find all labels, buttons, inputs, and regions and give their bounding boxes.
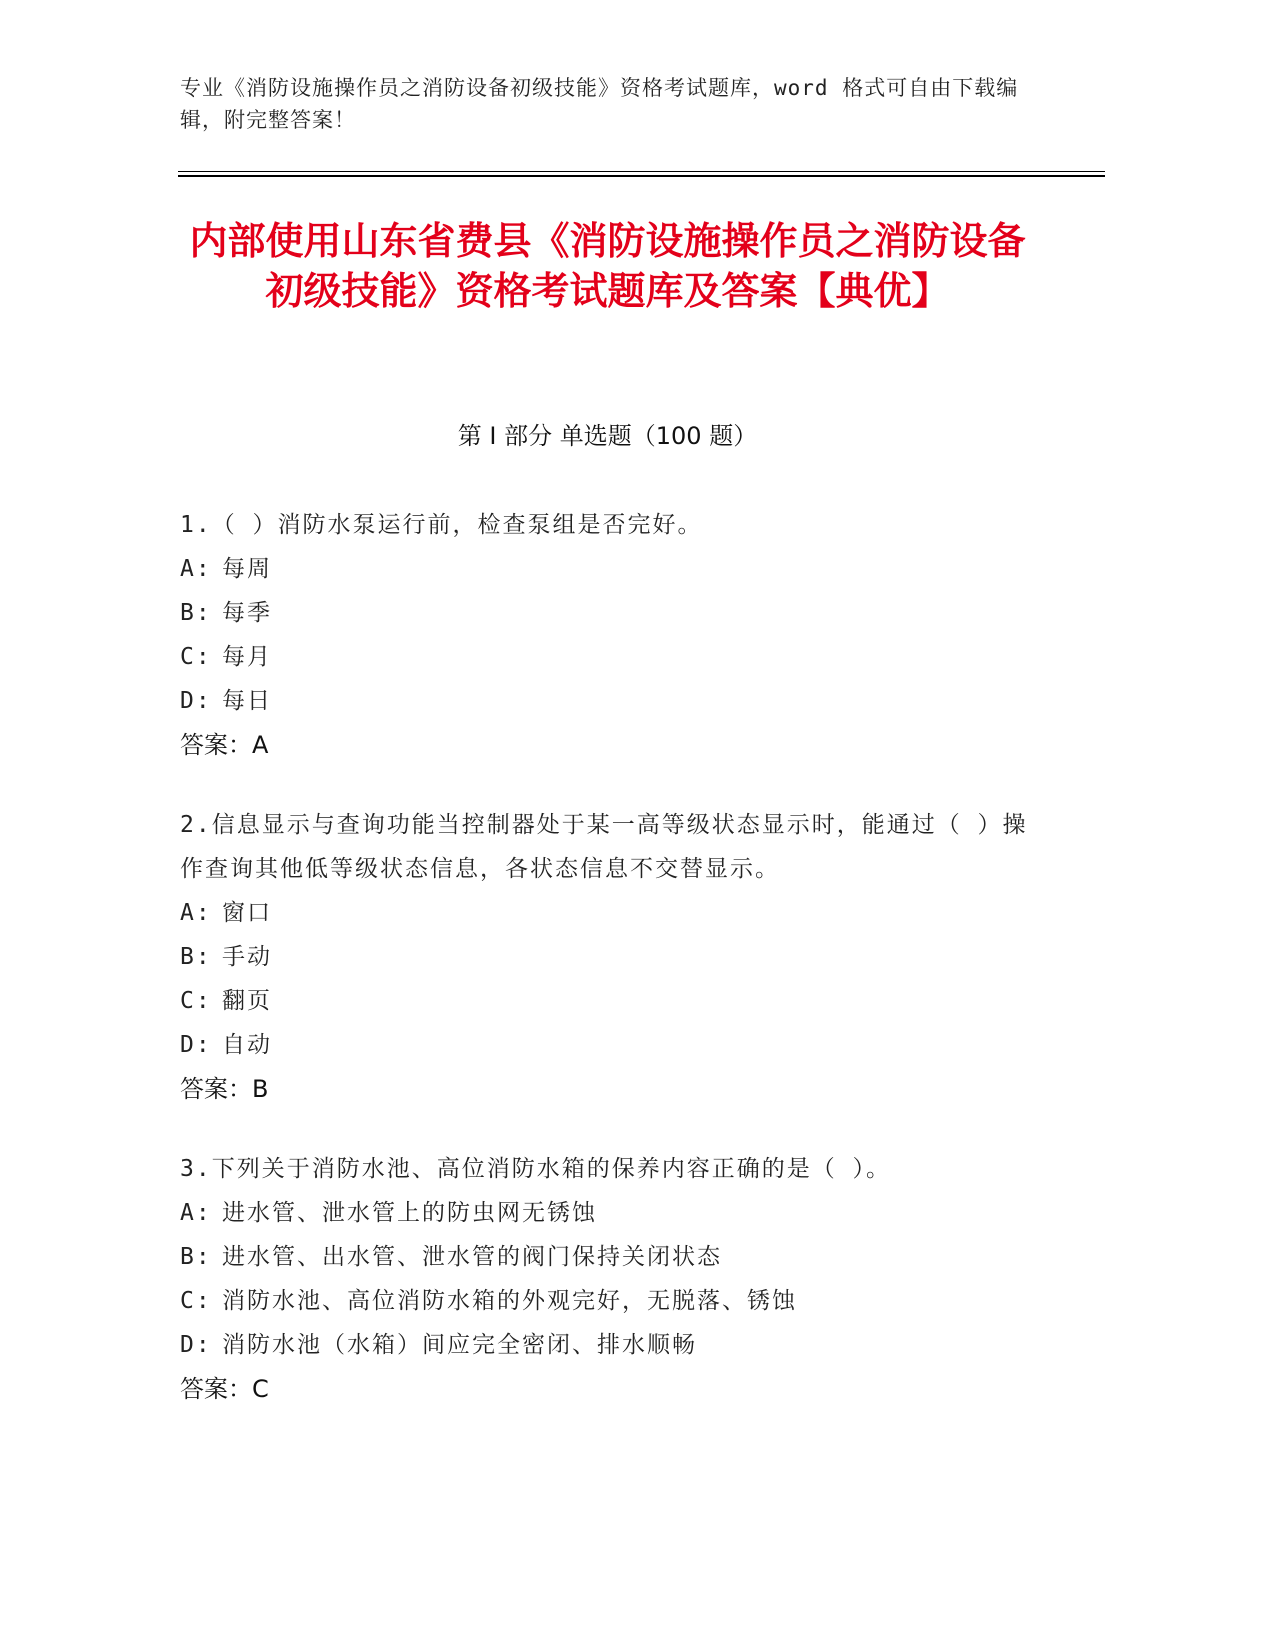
header-rule-thick xyxy=(178,175,1105,177)
option-key: B: xyxy=(180,600,212,626)
answer-line xyxy=(180,1067,1040,1111)
option-text: 消防水池、高位消防水箱的外观完好，无脱落、锈蚀 xyxy=(222,1288,797,1314)
document-title: 内部使用山东省费县《消防设施操作员之消防设备初级技能》资格考试题库及答案【典优】 xyxy=(189,219,1026,313)
header-rule-thin xyxy=(178,171,1105,172)
answer-label: 答案： xyxy=(180,731,252,759)
option-key: D: xyxy=(180,1332,212,1358)
question-stem: 3.下列关于消防水池、高位消防水箱的保养内容正确的是（ ）。 xyxy=(180,1156,892,1182)
question-stem: 1.（ ）消防水泵运行前，检查泵组是否完好。 xyxy=(180,512,703,538)
option-b xyxy=(180,591,1040,635)
question-stem: 2.信息显示与查询功能当控制器处于某一高等级状态显示时，能通过（ ）操作查询其他低等级状态信息，各状态信息不交替显示。 xyxy=(180,812,1028,882)
answer-line xyxy=(180,723,1040,767)
option-text: 自动 xyxy=(222,1032,272,1058)
question-2 xyxy=(180,803,1040,1111)
option-key: B: xyxy=(180,944,212,970)
option-key: C: xyxy=(180,988,212,1014)
question-1 xyxy=(180,503,1040,767)
answer-label: 答案： xyxy=(180,1075,252,1103)
option-b xyxy=(180,935,1040,979)
answer-value: A xyxy=(252,731,269,759)
option-key: B: xyxy=(180,1244,212,1270)
option-key: C: xyxy=(180,644,212,670)
answer-value: C xyxy=(252,1375,269,1403)
answer-line xyxy=(180,1367,1040,1411)
option-key: A: xyxy=(180,556,212,582)
option-key: D: xyxy=(180,1032,212,1058)
section-heading: 第 I 部分 单选题（100 题） xyxy=(457,422,758,450)
option-key: A: xyxy=(180,900,212,926)
question-list xyxy=(180,503,1040,1447)
option-d xyxy=(180,679,1040,723)
option-b xyxy=(180,1235,1040,1279)
option-a xyxy=(180,1191,1040,1235)
option-text: 每日 xyxy=(222,688,272,714)
option-text: 每周 xyxy=(222,556,272,582)
option-c xyxy=(180,979,1040,1023)
option-c xyxy=(180,635,1040,679)
option-key: A: xyxy=(180,1200,212,1226)
option-text: 窗口 xyxy=(222,900,272,926)
option-text: 消防水池（水箱）间应完全密闭、排水顺畅 xyxy=(222,1332,697,1358)
option-text: 进水管、出水管、泄水管的阀门保持关闭状态 xyxy=(222,1244,722,1270)
option-text: 每季 xyxy=(222,600,272,626)
question-3 xyxy=(180,1147,1040,1411)
option-text: 每月 xyxy=(222,644,272,670)
option-text: 手动 xyxy=(222,944,272,970)
answer-label: 答案： xyxy=(180,1375,252,1403)
option-text: 翻页 xyxy=(222,988,272,1014)
option-text: 进水管、泄水管上的防虫网无锈蚀 xyxy=(222,1200,597,1226)
header-note: 专业《消防设施操作员之消防设备初级技能》资格考试题库，word 格式可自由下载编辑，附完整答案！ xyxy=(180,76,1019,132)
option-c xyxy=(180,1279,1040,1323)
option-key: D: xyxy=(180,688,212,714)
option-a xyxy=(180,891,1040,935)
option-d xyxy=(180,1023,1040,1067)
option-d xyxy=(180,1323,1040,1367)
option-key: C: xyxy=(180,1288,212,1314)
answer-value: B xyxy=(252,1075,269,1103)
option-a xyxy=(180,547,1040,591)
